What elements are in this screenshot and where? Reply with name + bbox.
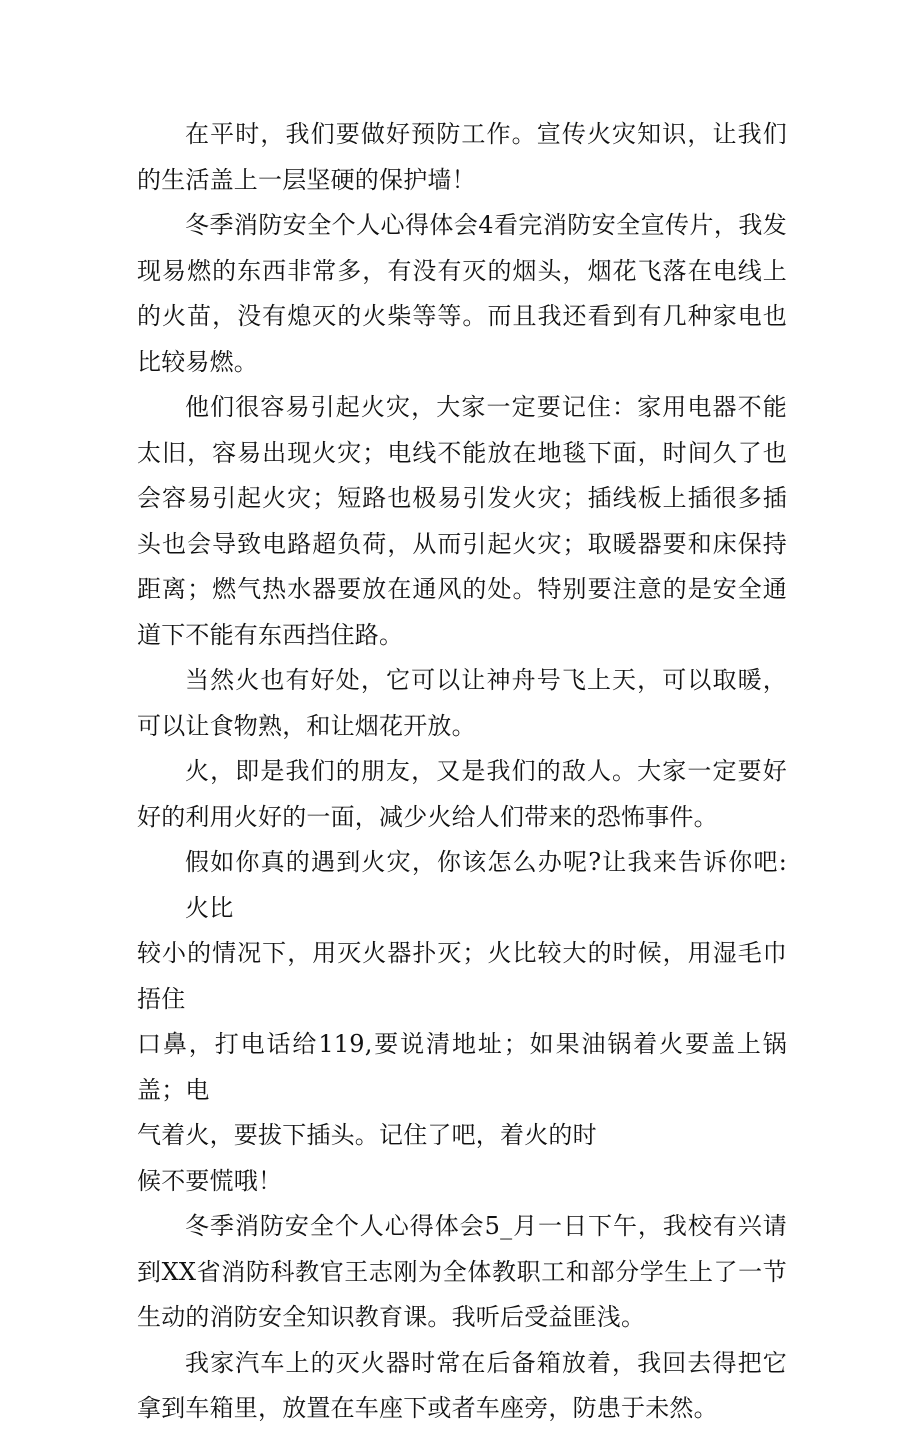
paragraph-1: 在平时，我们要做好预防工作。宣传火灾知识，让我们的生活盖上一层坚硬的保护墙！ <box>137 120 787 194</box>
paragraph-6-line-1: 假如你真的遇到火灾，你该怎么办呢?让我来告诉你吧:火比 <box>185 848 787 922</box>
paragraph-3: 他们很容易引起火灾，大家一定要记住：家用电器不能太旧，容易出现火灾；电线不能放在地毯下面，时间久了也会容易引起火灾；短路也极易引发火灾；插线板上插很多插头也会导致电路超负荷，从而引起火灾；取暖器要和床保持距离；燃气热水器要放在通风的处。特别要注意的是安全通道下不能有东西挡住路。 <box>137 393 787 649</box>
paragraph-5: 火，即是我们的朋友，又是我们的敌人。大家一定要好好的利用火好的一面，减少火给人们带来的恐怖事件。 <box>137 757 787 831</box>
paragraph-2: 冬季消防安全个人心得体会4看完消防安全宣传片，我发现易燃的东西非常多，有没有灭的烟头，烟花飞落在电线上的火苗，没有熄灭的火柴等等。而且我还看到有几种家电也比较易燃。 <box>137 211 787 376</box>
paragraph-4: 当然火也有好处，它可以让神舟号飞上天，可以取暖，可以让食物熟，和让烟花开放。 <box>137 666 787 740</box>
paragraph-6-line-5: 候不要慌哦！ <box>137 1166 283 1195</box>
paragraph-6-line-3: 口鼻，打电话给119,要说清地址；如果油锅着火要盖上锅盖；电 <box>137 1030 787 1104</box>
paragraph-7: 冬季消防安全个人心得体会5_月一日下午，我校有兴请到XX省消防科教官王志刚为全体教职工和部分学生上了一节生动的消防安全知识教育课。我听后受益匪浅。 <box>137 1212 787 1331</box>
paragraph-8: 我家汽车上的灭火器时常在后备箱放着，我回去得把它拿到车箱里，放置在车座下或者车座旁，防患于未然。 <box>137 1348 787 1422</box>
paragraph-6-line-2: 较小的情况下，用灭火器扑灭；火比较大的时候，用湿毛巾捂住 <box>137 939 787 1013</box>
document-body <box>137 112 787 1432</box>
paragraph-6 <box>137 840 787 1204</box>
paragraph-6-line-4: 气着火，要拔下插头。记住了吧，着火的时 <box>137 1121 597 1149</box>
